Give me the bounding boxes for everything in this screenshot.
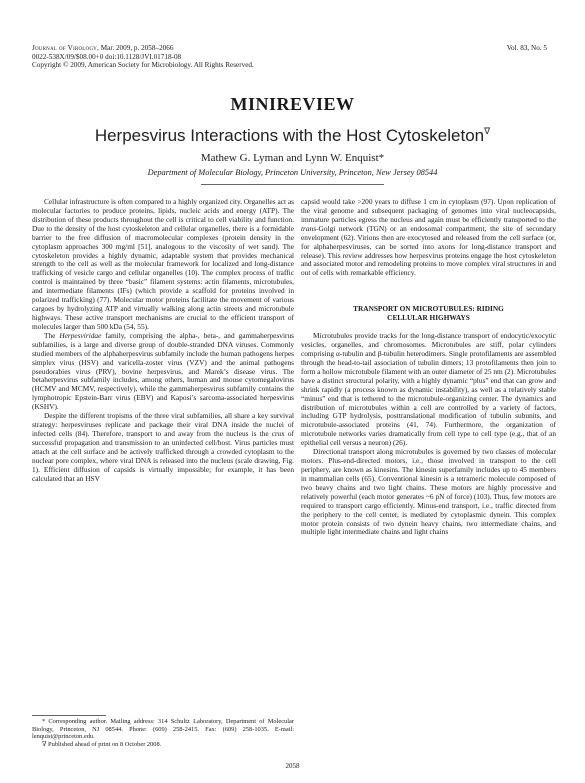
journal-name: Journal of Virology, — [32, 44, 99, 52]
left-column — [32, 198, 294, 484]
publication-note: ∇ Published ahead of print on 8 October 2008. — [42, 740, 162, 748]
body-paragraph: Microtubules provide tracks for the long-distance transport of endocytic/exocytic vesicles, organelles, and chromosomes. Microtubules are stiff, polar cylinders comprising α-tubulin and β-tubulin heterodimers. Single protofilaments are assembled through the head-to-tail association of tubulin dimers; 13 protofilaments then join to form a hollow microtubule filament with an outer diameter of 25 nm (2). Microtubules have a distinct structural polarity, with a highly dynamic “plus” end that can grow and shrink rapidly (a process known as dynamic instability), as well as a relatively stable “minus” end that is tethered to the microtubule-organizing center. The dynamics and distribution of microtubules within a cell are controlled by a variety of factors, including GTP hydrolysis, posttranslational modification of tubulin subunits, and microtubule-associated proteins (41, 74). Furthermore, the organization of microtubule networks varies dramatically from cell type to cell type (e.g., that of an epithelial cell versus a neuron) (26). — [301, 331, 556, 448]
copyright-line: Copyright © 2009, American Society for Microbiology. All Rights Reserved. — [32, 61, 254, 70]
journal-date-pages: Mar. 2009, p. 2058–2066 — [98, 44, 174, 52]
affiliation: Department of Molecular Biology, Princeton University, Princeton, New Jersey 08544 — [147, 168, 438, 177]
body-paragraph: The Herpesviridae family, comprising the alpha-, beta-, and gammaherpesvirus subfamilies, is a large and diverse group of double-stranded DNA viruses. Commonly studied members of the alphaherpesvirus subfamily include the human pathogens herpes simplex virus (HSV) and varicella-zoster virus (VZV) and the animal pathogens pseudorabies virus (PRV), bovine herpesvirus, and Marek’s disease virus. The betaherpesvirus subfamily includes, among others, human and mouse cytomegalovirus (HCMV and MCMV, respectively), while the gammaherpesvirus subfamily contains the lymphotropic Epstein-Barr virus (EBV) and Kaposi’s sarcoma-associated herpesvirus (KSHV). — [32, 330, 294, 412]
journal-citation — [32, 44, 547, 53]
page-number: 2058 — [285, 762, 300, 770]
footnotes — [32, 718, 294, 748]
title-text: Herpesvirus Interactions with the Host Cytoskeleton — [94, 126, 485, 145]
body-paragraph: Directional transport along microtubules is governed by two classes of molecular motors. Plus-end-directed motors, i.e., those involved in transport to the cell periphery, are known as kinesins. The kinesin superfamily includes up to 45 members in mammalian cells (65). Conventional kinesin is a tetrameric molecule composed of two heavy chains and two light chains. These motors are highly processive and relatively powerful (each motor generates ~6 pN of force) (103). Thus, few motors are required to transport cargo efficiently. Minus-end transport, i.e., traffic directed from the periphery to the cell center, is mediated by cytoplasmic dynein. This complex motor protein consists of two dynein heavy chains, two intermediate chains, and multiple light intermediate chains and light chains — [301, 447, 556, 537]
header-divider — [201, 184, 384, 185]
corresponding-author-note: * Corresponding author. Mailing address: 314 Schultz Laboratory, Department of Molecular Biology, Princeton, NJ 08544. Phone: (609) 258-2415. Fax: (609) 258-1035. E-mail: lenquist@princeton.edu. — [32, 718, 294, 740]
footnote-divider — [32, 715, 106, 716]
right-column — [301, 198, 556, 537]
issn-doi: 0022-538X/09/$08.00+0 doi:10.1128/JVI.01718-08 — [32, 52, 182, 61]
article-type: MINIREVIEW — [230, 94, 355, 114]
body-paragraph: capsid would take >200 years to diffuse 1 cm in cytoplasm (97). Upon replication of the viral genome and subsequent packaging of genomes into viral nucleocapsids, immature particles egress the nucleus and again must be efficiently transported to the trans-Golgi network (TGN) or an endosomal compartment, the site of secondary envelopment (62). Virions then are exocytosed and released from the cell surface (or, for alphaherpesviruses, can be sorted into axons for long-distance transport and release). This review addresses how herpesvirus proteins engage the host cytoskeleton and associated motor and remodeling proteins to move complex viral structures in and out of cells with remarkable efficiency. — [301, 197, 556, 278]
section-heading: TRANSPORT ON MICROTUBULES: RIDING CELLULAR HIGHWAYS — [353, 304, 504, 323]
body-paragraph: Cellular infrastructure is often compared to a highly organized city. Organelles act as molecular factories to produce proteins, lipids, nucleic acids and energy (ATP). The distribution of these products throughout the cell is critical to cell viability and function. Due to the density of the host cytoskeleton and cellular organelles, there is a formidable barrier to the free diffusion of macromolecular complexes (protein density in the cytoplasm approaches 300 mg/ml [51], analogous to the viscosity of wet sand). The cytoskeleton provides a highly dynamic, adaptable system that provides mechanical strength to the cell as well as the molecular framework for localized and long-distance trafficking of vesicle cargo and cellular organelles (10). The complex process of traffic control is maintained by three “basic” filament systems: actin filaments, microtubules, and intermediate filaments (IFs) (which provide a scaffold for proteins involved in polarized trafficking) (77). Molecular motor proteins facilitate the movement of various cargoes by hydrolyzing ATP and virtually walking along actin streets and microtubule highways. These active transport mechanisms are crucial to the efficient transport of molecules larger than 500 kDa (54, 55). — [32, 197, 294, 331]
article-title — [0, 126, 585, 146]
author-list: Mathew G. Lyman and Lynn W. Enquist* — [200, 152, 385, 164]
body-paragraph: Despite the different tropisms of the three viral subfamilies, all share a key survival strategy: herpesviruses replicate and package their viral DNA inside the nuclei of infected cells (84). Therefore, transport to and away from the nucleus is the crux of successful propagation and transmission to an uninfected cell/host. Virus particles must attach at the cell surface and be actively trafficked through a crowded cytoplasm to the nuclear pore complex, where viral DNA is released into the nucleus (scale drawing, Fig. 1). Efficient diffusion of capsids is virtually impossible; for example, it has been calculated that an HSV — [32, 411, 294, 483]
running-header — [32, 44, 547, 70]
volume-issue: Vol. 83, No. 5 — [506, 44, 547, 52]
title-footnote-mark: ∇ — [484, 126, 491, 136]
